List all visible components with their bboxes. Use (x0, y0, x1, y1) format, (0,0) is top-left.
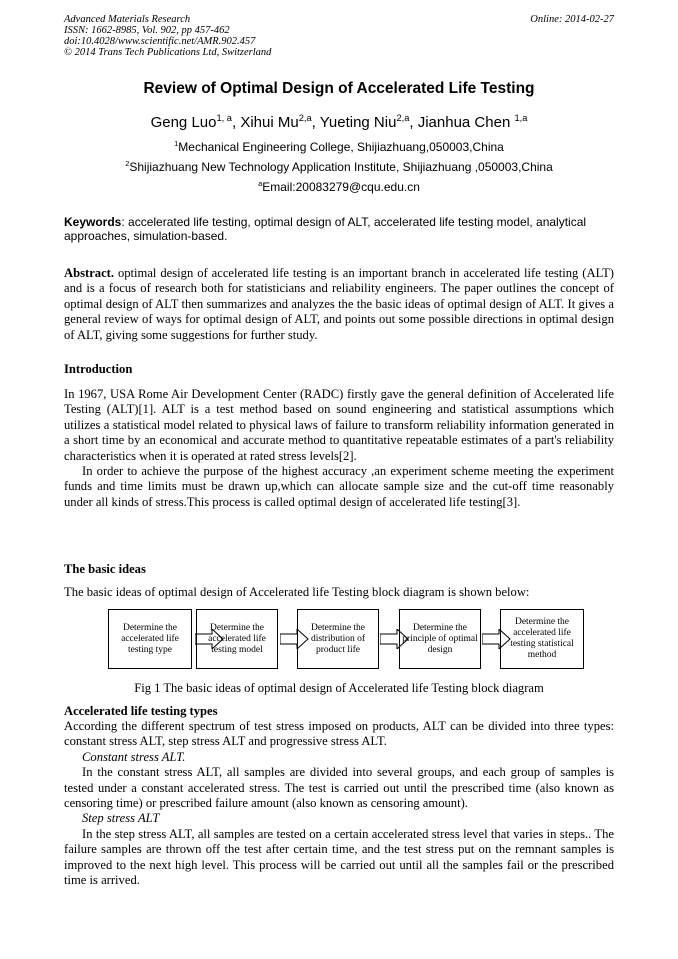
author-list (0, 114, 678, 131)
block-diagram (64, 609, 614, 671)
constant-stress-heading: Constant stress ALT. (82, 749, 186, 764)
basic-ideas-intro: The basic ideas of optimal design of Accelerated life Testing block diagram is shown below: (64, 585, 530, 599)
introduction-heading: Introduction (64, 362, 133, 376)
email-affiliation: $^a$Email:20083279@cqu.edu.cn (258, 179, 420, 194)
abstract-label: Abstract. (64, 266, 115, 280)
introduction-paragraph-2: In order to achieve the purpose of the highest accuracy ,an experiment scheme meeting the experiment funds and time limits must be drawn up,which can allocate sample size and the cut-off time reasonably under all kinds of stress.This process is called optimal design of accelerated life testing[3]. (64, 464, 614, 509)
diagram-box-1: Determine the accelerated life testing type (108, 609, 192, 669)
copyright-line: © 2014 Trans Tech Publications Ltd, Switzerland (64, 47, 272, 58)
diagram-box-3: Determine the distribution of product life (297, 609, 379, 669)
constant-stress-text: In the constant stress ALT, all samples are divided into several groups, and each group of samples is tested under a constant accelerated stress. The test is carried out until the prescribed time (also known as censoring time) or prescribed failure amount (also known as censoring amount). (64, 765, 614, 811)
alt-types-intro: According the different spectrum of test stress imposed on products, ALT can be divided into three types: constant stress ALT, step stress ALT and progressive stress ALT. (64, 719, 614, 749)
author-4: Jianhua Chen $^{1,a}$ (417, 113, 528, 131)
page-header (64, 14, 614, 58)
affiliation-1: $^1$Mechanical Engineering College, Shijiazhuang,050003,China (174, 139, 504, 154)
introduction-paragraph-1: In 1967, USA Rome Air Development Center (RADC) firstly gave the general definition of Accelerated life Testing (ALT)[1]. ALT is a test method based on sound engineering and statistical assumptions which utilizes a statistical model related to physical laws of failure to transform reliability information generated in a short time by an economical and accurate method to quantitative repeatable estimates of a part's reliability characteristics when it is operated at rated stress levels[2]. (64, 387, 614, 463)
abstract-text: optimal design of accelerated life testing is an important branch in accelerated life testing (ALT) and is a focus of research both for statisticians and reliability engineers. The paper outlines the concept of optimal design of ALT then summarizes and analyzes the the basic ideas of optimal design of ALT. It gives a general review of ways for optimal design of ALT, and points out some possible directions in optimal design of ALT, giving some suggestions for further study. (64, 266, 614, 342)
paper-title: Review of Optimal Design of Accelerated Life Testing (143, 80, 535, 97)
alt-types-heading: Accelerated life testing types (64, 704, 218, 718)
affiliation-2: $^2$Shijiazhuang New Technology Application Institute, Shijiazhuang ,050003,China (125, 159, 553, 174)
figure-caption: Fig 1 The basic ideas of optimal design of Accelerated life Testing block diagram (134, 681, 544, 695)
issn-line: ISSN: 1662-8985, Vol. 902, pp 457-462 (64, 25, 230, 36)
step-stress-text: In the step stress ALT, all samples are tested on a certain accelerated stress level that varies in steps.. The failure samples are thrown off the test after certain time, and the test stress put on the remnant samples is improved to the next high level. This process will be carried out until all the samples fail or the prescribed time is arrived. (64, 826, 614, 888)
author-1: Geng Luo$^{1, a}$, (150, 113, 241, 131)
author-3: Yueting Niu$^{2,a}$, (319, 113, 418, 131)
diagram-box-4: Determine the principle of optimal design (399, 609, 481, 669)
keywords-label: Keywords (64, 215, 122, 229)
diagram-box-5: Determine the accelerated life testing statistical method (500, 609, 584, 669)
step-stress-heading: Step stress ALT (82, 811, 160, 826)
author-2: Xihui Mu$^{2,a}$, (240, 113, 320, 131)
journal-name: Advanced Materials Research (64, 14, 191, 25)
abstract (64, 266, 614, 343)
online-date: Online: 2014-02-27 (530, 14, 614, 25)
keywords-text: : accelerated life testing, optimal design of ALT, accelerated life testing model, analytical approaches, simulation-based. (64, 215, 587, 243)
basic-ideas-heading: The basic ideas (64, 562, 146, 576)
doi-line: doi:10.4028/www.scientific.net/AMR.902.457 (64, 36, 256, 47)
alt-types-body (64, 719, 614, 888)
keywords (64, 215, 614, 243)
introduction-body (64, 387, 614, 510)
diagram-box-2-visible: Determine the accelerated life testing model (196, 609, 278, 669)
